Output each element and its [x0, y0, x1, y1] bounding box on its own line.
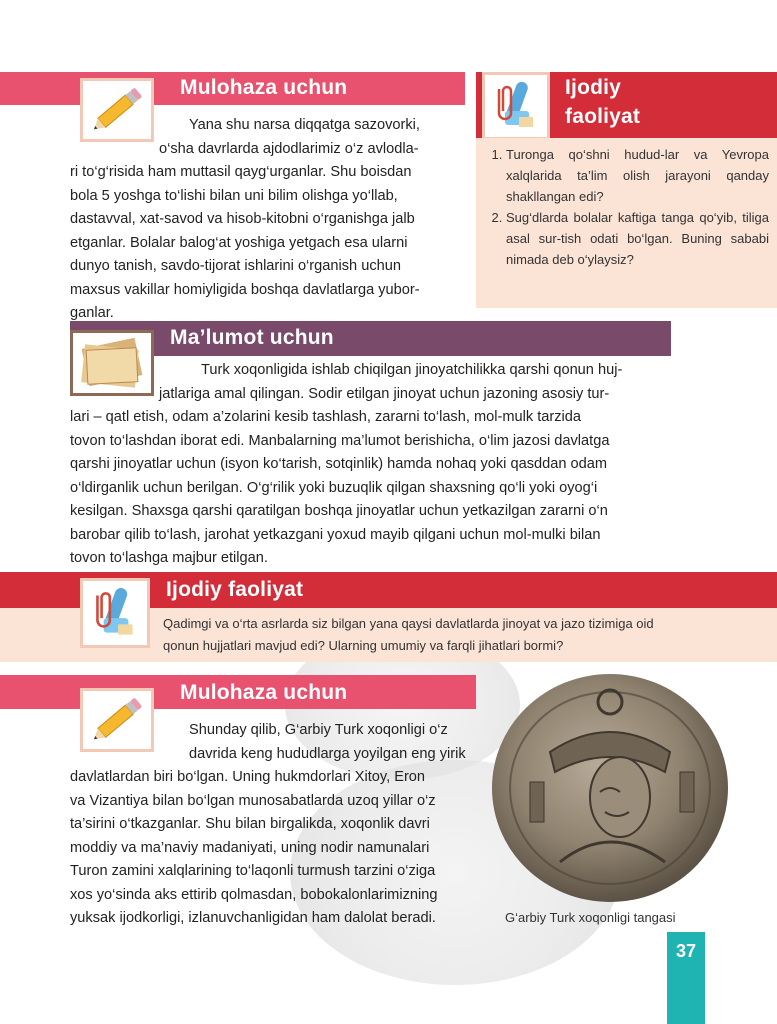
section3-title: Ijodiy faoliyat — [166, 578, 304, 601]
text-line: moddiy va ma’naviy madaniyati, uning nodir namunalari — [70, 839, 430, 856]
side-box-body — [476, 138, 777, 308]
section4-title: Mulohaza uchun — [180, 681, 348, 704]
section2-title: Ma’lumot uchun — [170, 326, 334, 349]
text-line: dunyo tanish, savdo-tijorat ishlarini o‘rganish uchun — [70, 258, 401, 274]
side-box-title-line2: faoliyat — [565, 105, 641, 128]
text-line: tovon to‘lashga majbur etilgan. — [70, 550, 268, 566]
text-line: bola 5 yoshga to‘lishi bilan uni bilim olishga yo‘llab, — [70, 187, 398, 204]
text-line: qarshi jinoyatlar uchun (isyon ko‘tarish, sotqinlik) hamda nohaq yoki qasddan odam — [70, 456, 608, 472]
text-line: kesilgan. Shaxsga qarshi qaratilgan boshqa jinoyatlar uchun yetkazilgan zararni o‘n — [70, 503, 608, 519]
text-line: Yana shu narsa diqqatga sazovorki, — [189, 117, 420, 133]
text-line: Turk xoqonligida ishlab chiqilgan jinoyatchilikka qarshi qonun huj- — [201, 362, 623, 378]
text-line: Turon zamini xalqlarining to‘laqonli turmush tarzini o‘ziga — [70, 863, 436, 879]
side-box-item: 1. Turonga qo‘shni hudud-lar va Yevropa xalqlarida ta’lim olish jarayoni qanday shakllangan edi? — [506, 144, 769, 207]
text-line: o‘sha davrlarda ajdodlarimiz o‘z avlodla- — [159, 140, 419, 157]
side-box-item: 2. Sug‘dlarda bolalar kaftiga tanga qo‘yib, tiliga asal sur-tish odati bo‘lgan. Buning sababi nimada deb o‘ylaysiz? — [506, 207, 769, 270]
coin-image — [490, 672, 730, 904]
text-line: dastavval, xat-savod va hisob-kitobni o‘rganishga jalb — [70, 211, 415, 227]
text-line: lari – qatl etish, odam a’zolarini kesib tashlash, zararni to‘lash, mol-mulk tarzida — [70, 409, 582, 425]
text-line: ganlar. — [70, 305, 114, 321]
text-line: davlatlardan biri bo‘lgan. Uning hukmdorlari Xitoy, Eron — [70, 769, 426, 785]
text-line: o‘ldirganlik uchun berilgan. O‘g‘rilik yoki buzuqlik qilgan shaxsning qo‘li yoki oyog‘i — [70, 479, 598, 496]
text-line: va Vizantiya bilan bo‘lgan munosabatlarda uzoq yillar o‘z — [70, 792, 436, 809]
side-box-list — [476, 144, 769, 270]
text-line: Qadimgi va o‘rta asrlarda siz bilgan yana qaysi davlatlarda jinoyat va jazo tizimiga oid — [163, 616, 654, 631]
text-line: yuksak ijodkorligi, izlanuvchanligidan ham dalolat beradi. — [70, 910, 436, 926]
text-line: Shunday qilib, G‘arbiy Turk xoqonligi o‘z — [189, 722, 448, 738]
coin-caption: G‘arbiy Turk xoqonligi tangasi — [505, 910, 676, 925]
text-line: jatlariga amal qilingan. Sodir etilgan jinoyat uchun jazoning asosiy tur- — [159, 385, 610, 402]
side-box-title-line1: Ijodiy — [565, 76, 622, 99]
page-number: 37 — [675, 941, 697, 961]
section2-header-bar — [70, 321, 671, 356]
text-line: davrida keng hududlarga yoyilgan eng yirik — [189, 745, 466, 762]
text-line: qonun hujjatlari mavjud edi? Ularning umumiy va farqli jihatlari bormi? — [163, 638, 564, 653]
text-line: xos yo‘sinda aks ettirib qolmasdan, bobokalonlarimizning — [70, 886, 438, 903]
text-line: ta’sirini o‘tkazganlar. Shu bilan birgalikda, xoqonlik davri — [70, 816, 430, 832]
paperclip-icon — [485, 75, 547, 137]
text-line: etganlar. Bolalar balog‘at yoshiga yetgach esa ularni — [70, 234, 408, 251]
section3-body — [163, 613, 723, 657]
paperclip-icon-box — [482, 72, 550, 140]
text-line: tovon to‘lashdan iborat edi. Manbalarning ma’lumot berishicha, o‘lim jazosi davlatga — [70, 432, 610, 449]
section1-body — [70, 114, 465, 326]
text-line: ri to‘g‘risida ham muttasil qayg‘urganlar. Shu boisdan — [70, 164, 412, 180]
paperclip-icon-box-2 — [80, 578, 150, 648]
text-line: maxsus vakillar homiyligida boshqa davlatlarga yubor- — [70, 281, 420, 298]
section2-body — [70, 359, 671, 571]
text-line: barobar qilib to‘lash, jarohat yetkazgani yoxud mayib qilgani uchun mol-mulki bilan — [70, 526, 601, 543]
paperclip-icon — [83, 581, 147, 645]
section4-body — [70, 719, 478, 931]
section1-title: Mulohaza uchun — [180, 76, 348, 99]
